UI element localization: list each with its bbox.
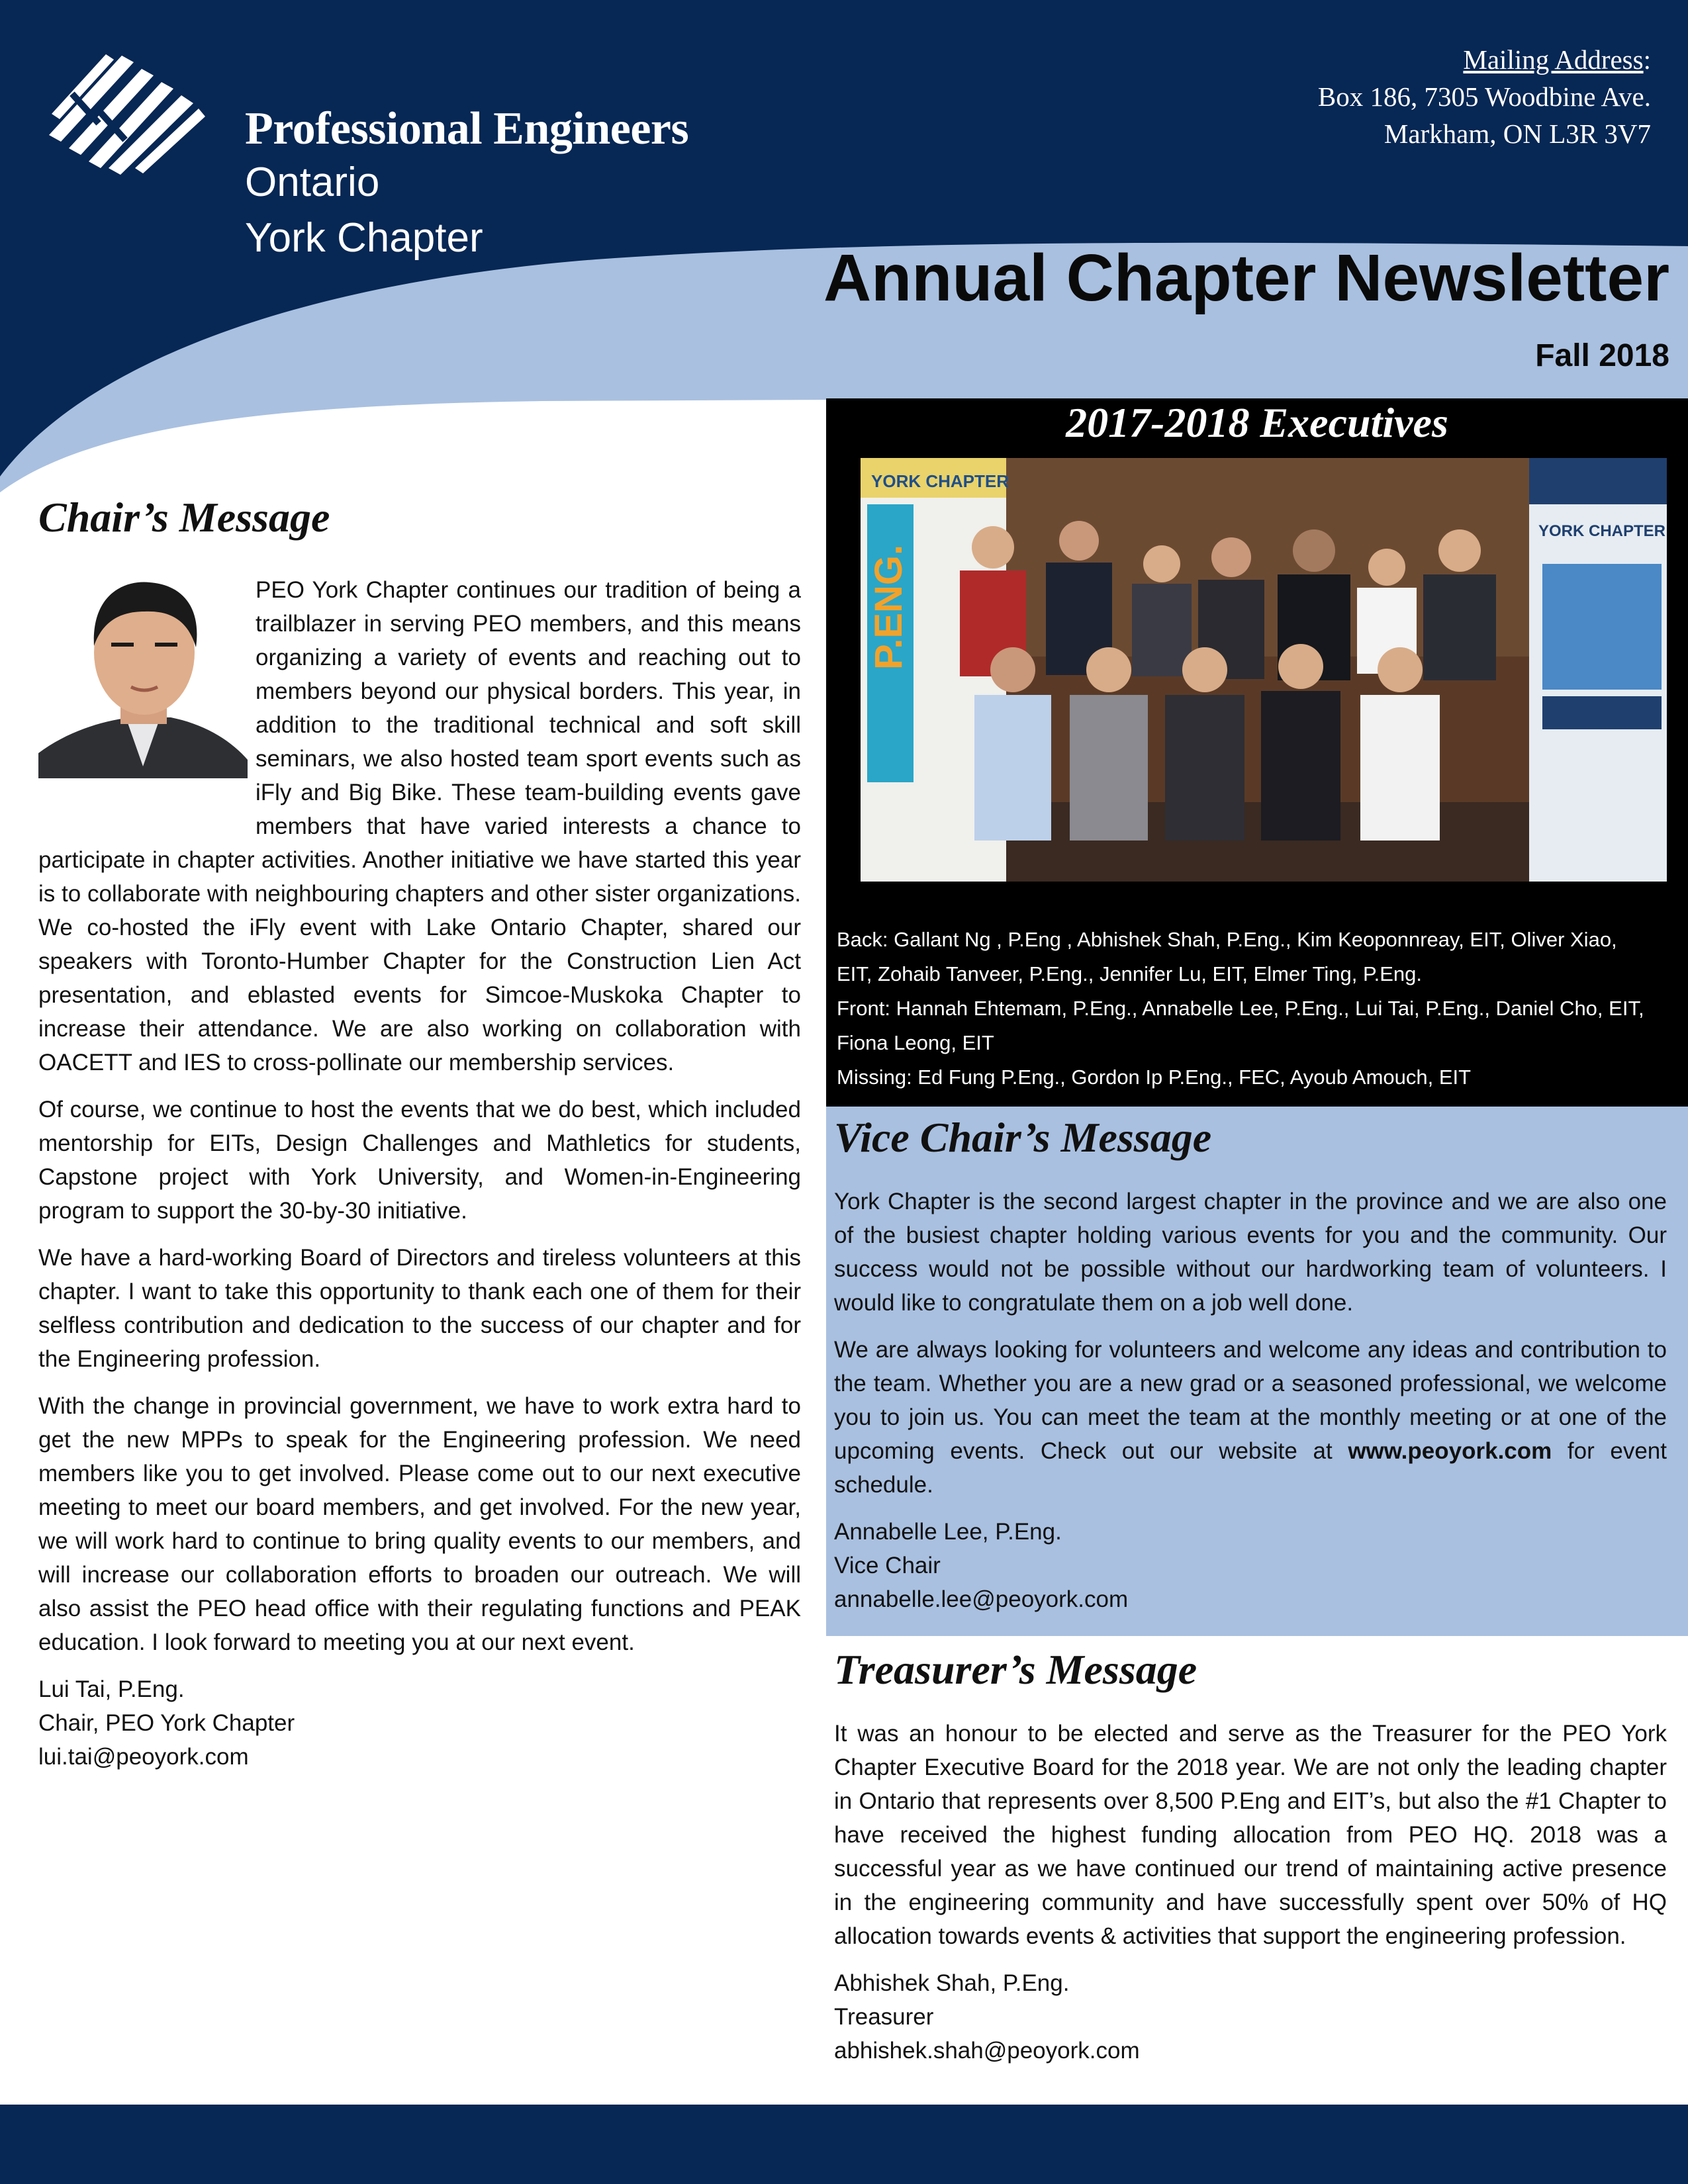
org-ontario: Ontario bbox=[245, 159, 380, 205]
vice-chair-email[interactable]: annabelle.lee@peoyork.com bbox=[834, 1586, 1129, 1612]
chair-email[interactable]: lui.tai@peoyork.com bbox=[38, 1744, 249, 1770]
vice-chair-paragraph-1: York Chapter is the second largest chapter in the province and we are also one of the busiest chapter holding various events for you and the community. Our success would not be possible without our hardworking team of volunteers. I would like to congratulate them on a job well done. bbox=[834, 1189, 1667, 1316]
photo-banner-left-vertical-text: P.ENG. bbox=[867, 544, 910, 670]
executives-title: 2017-2018 Executives bbox=[1066, 399, 1448, 446]
chair-body bbox=[38, 573, 801, 1774]
address-line-1: Box 186, 7305 Woodbine Ave. bbox=[1317, 81, 1651, 112]
executives-caption bbox=[837, 923, 1677, 1095]
newsletter-issue: Fall 2018 bbox=[1535, 338, 1669, 373]
peo-logo-icon bbox=[42, 42, 208, 175]
caption-line-4: Fiona Leong, EIT bbox=[837, 1031, 994, 1054]
caption-line-5: Missing: Ed Fung P.Eng., Gordon Ip P.Eng., FEC, Ayoub Amouch, EIT bbox=[837, 1066, 1472, 1089]
mailing-label: Mailing Address bbox=[1463, 44, 1644, 75]
treasurer-paragraph: It was an honour to be elected and serve as the Treasurer for the PEO York Chapter Executive Board for the 2018 year. We are not only the leading chapter in Ontario that represents over 8,500 P.Eng and EIT’s, but also the #1 Chapter to have received the highest funding allocation from PEO HQ. 2018 was a successful year as we have continued our trend of maintaining active presence in the engineering community and have successfully spent over 50% of HQ allocation towards events & activities that support the engineering profession. bbox=[834, 1721, 1667, 1949]
chair-title: Chair’s Message bbox=[38, 494, 330, 541]
chair-signature bbox=[38, 1672, 801, 1774]
newsletter-title: Annual Chapter Newsletter bbox=[823, 241, 1669, 315]
chair-paragraph-1: PEO York Chapter continues our tradition of being a trailblazer in serving PEO members, and this means organizing a variety of events and reaching out to members beyond our physical borders. This year, in addition to the traditional technical and soft skill seminars, we also hosted team sport events such as iFly and Big Bike. These team-building events gave members that have varied interests a chance to participate in chapter activities. Another initiative we have started this year is to collaborate with neighbouring chapters and other sister organizations. We co-hosted the iFly event with Lake Ontario Chapter, shared our speakers with Toronto-Humber Chapter for the Construction Lien Act presentation, and eblasted events for Simcoe-Muskoka Chapter to increase their attendance. We are also working on collaboration with OACETT and IES to cross-pollinate our membership services. bbox=[38, 577, 801, 1075]
footer-bar bbox=[0, 2105, 1688, 2184]
chair-paragraph-2: Of course, we continue to host the events that we do best, which included mentorship for EITs, Design Challenges and Mathletics for students, Capstone project with York University, and Women-in-Engineering program to support the 30-by-30 initiative. bbox=[38, 1097, 801, 1224]
mailing-address: Mailing Address: Box 186, 7305 Woodbine Ave. Markham, ON L3R 3V7 bbox=[1318, 41, 1651, 152]
org-chapter: York Chapter bbox=[245, 215, 483, 261]
executives-box bbox=[826, 398, 1688, 1107]
vice-chair-content bbox=[834, 1107, 1667, 1616]
treasurer-signature bbox=[834, 1966, 1667, 2068]
treasurer-title: Treasurer’s Message bbox=[834, 1646, 1197, 1693]
chair-role: Chair, PEO York Chapter bbox=[38, 1710, 295, 1736]
address-line-2: Markham, ON L3R 3V7 bbox=[1383, 118, 1651, 149]
vice-chair-title: Vice Chair’s Message bbox=[834, 1114, 1212, 1161]
caption-line-1: Back: Gallant Ng , P.Eng , Abhishek Shah, P.Eng., Kim Keoponnreay, EIT, Oliver Xiao, bbox=[837, 928, 1617, 951]
chair-name: Lui Tai, P.Eng. bbox=[38, 1676, 185, 1702]
caption-line-3: Front: Hannah Ehtemam, P.Eng., Annabelle Lee, P.Eng., Lui Tai, P.Eng., Daniel Cho, EIT, bbox=[837, 997, 1644, 1020]
vice-chair-signature bbox=[834, 1515, 1667, 1616]
org-name: Professional Engineers bbox=[245, 103, 689, 154]
photo-banner-left-text: YORK CHAPTER bbox=[871, 471, 1009, 491]
chair-paragraph-3: We have a hard-working Board of Directors and tireless volunteers at this chapter. I want to take this opportunity to thank each one of them for their selfless contribution and dedication to the success of our chapter and for the Engineering profession. bbox=[38, 1245, 801, 1372]
photo-banner-right-text: YORK CHAPTER bbox=[1538, 522, 1666, 540]
executives-group-photo bbox=[861, 458, 1667, 882]
caption-line-2: EIT, Zohaib Tanveer, P.Eng., Jennifer Lu, EIT, Elmer Ting, P.Eng. bbox=[837, 962, 1423, 985]
website-link[interactable]: www.peoyork.com bbox=[1348, 1438, 1552, 1464]
treasurer-content bbox=[834, 1636, 1667, 2068]
vice-chair-name: Annabelle Lee, P.Eng. bbox=[834, 1519, 1062, 1545]
vice-chair-box bbox=[826, 1107, 1688, 1636]
vice-chair-role: Vice Chair bbox=[834, 1553, 941, 1578]
chair-paragraph-4: With the change in provincial government, we have to work extra hard to get the new MPPs to speak for the Engineering profession. We need members like you to get involved. Please come out to our next executive meeting to meet our board members, and get involved. For the new year, we will work hard to continue to bring quality events to our members, and will increase our collaboration efforts to broaden our outreach. We will also assist the PEO head office with their regulating functions and PEAK education. I look forward to meeting you at our next event. bbox=[38, 1393, 801, 1655]
treasurer-email[interactable]: abhishek.shah@peoyork.com bbox=[834, 2038, 1140, 2064]
vice-chair-paragraph-2: We are always looking for volunteers and welcome any ideas and contribution to the team. Whether you are a new grad or a seasoned professional, we welcome you to join us. You can meet the team at the monthly meeting or at one of the upcoming events. Check out our website at www.peoyork.com for event schedule. bbox=[834, 1337, 1667, 1498]
treasurer-role: Treasurer bbox=[834, 2004, 934, 2030]
treasurer-name: Abhishek Shah, P.Eng. bbox=[834, 1970, 1070, 1996]
